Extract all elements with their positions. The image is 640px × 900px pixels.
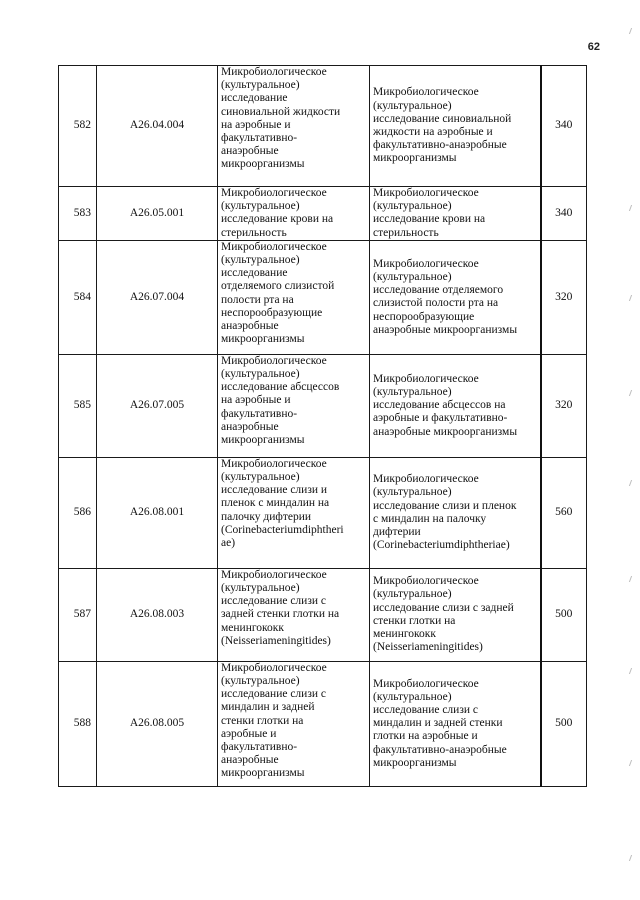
service-code: А26.08.005 xyxy=(97,661,218,786)
margin-mark xyxy=(629,205,635,211)
table-row xyxy=(59,187,587,241)
service-name-full-line: исследование отделяемого xyxy=(373,284,504,297)
service-name-line: исследование xyxy=(221,267,288,280)
service-name-line: факультативно- xyxy=(221,407,298,420)
service-name-line: Микробиологическое xyxy=(221,354,327,367)
service-name-full-line: (культуральное) xyxy=(373,270,452,283)
service-code: А26.05.001 xyxy=(97,187,218,241)
service-name-line: (культуральное) xyxy=(221,471,300,484)
service-name-line: отделяемого слизистой xyxy=(221,280,335,293)
service-name xyxy=(218,354,370,457)
service-name-full-line: исследование крови на xyxy=(373,213,486,226)
service-name-full-line: Микробиологическое xyxy=(373,372,479,385)
service-name-line: Микробиологическое xyxy=(221,66,327,78)
service-name-line: (культуральное) xyxy=(221,582,300,595)
service-name-full-line: менингококк xyxy=(373,628,436,641)
service-name xyxy=(218,240,370,354)
service-name-line: исследование слизи с xyxy=(221,595,326,608)
service-name-full-line: (культуральное) xyxy=(373,99,452,112)
service-price: 500 xyxy=(541,661,587,786)
service-name-full-line: (культуральное) xyxy=(373,386,452,398)
service-name-line: неспорообразующие xyxy=(221,306,323,319)
service-name-line: менингококк xyxy=(221,621,284,634)
service-name-line: на аэробные и xyxy=(221,118,291,131)
service-price: 340 xyxy=(541,187,587,241)
row-number: 582 xyxy=(59,66,97,187)
margin-mark xyxy=(629,28,635,34)
services-price-table xyxy=(58,65,587,787)
service-name-full-line: исследование слизи и пленок xyxy=(373,499,517,512)
service-code: А26.07.005 xyxy=(97,354,218,457)
margin-mark xyxy=(629,668,635,674)
service-name-full-line: исследование слизи с xyxy=(373,704,478,716)
service-name-line: анаэробные xyxy=(221,754,279,767)
service-name-line: (Corinebacteriumdiphtheri xyxy=(221,523,344,536)
service-name-full-line: Микробиологическое xyxy=(373,473,479,486)
table-body xyxy=(59,66,587,787)
service-name-line: (культуральное) xyxy=(221,254,300,267)
service-name-line: Микробиологическое xyxy=(221,187,327,199)
service-price: 560 xyxy=(541,457,587,568)
service-name-full-line: факультативно-анаэробные xyxy=(373,139,507,152)
service-name xyxy=(218,568,370,661)
service-name-line: исследование xyxy=(221,92,288,105)
service-name-line: микроорганизмы xyxy=(221,434,305,447)
service-code: А26.07.004 xyxy=(97,240,218,354)
service-name-full xyxy=(370,661,541,786)
service-name-line: (культуральное) xyxy=(221,200,300,213)
service-name-line: микроорганизмы xyxy=(221,767,305,780)
service-name-line: полости рта на xyxy=(221,293,294,306)
service-name-line: пленок с миндалин на xyxy=(221,497,330,510)
row-number: 587 xyxy=(59,568,97,661)
margin-mark xyxy=(629,855,635,861)
service-name-line: (культуральное) xyxy=(221,79,300,92)
service-name-line: палочку дифтерии xyxy=(221,510,312,523)
service-name-full-line: Микробиологическое xyxy=(373,257,479,270)
service-name xyxy=(218,66,370,187)
margin-mark xyxy=(629,480,635,486)
service-price: 320 xyxy=(541,354,587,457)
service-code: А26.04.004 xyxy=(97,66,218,187)
table-row xyxy=(59,661,587,786)
service-name-line: Микробиологическое xyxy=(221,568,327,581)
service-name-line: Микробиологическое xyxy=(221,240,327,253)
service-name-full-line: стерильность xyxy=(373,226,439,239)
table-row xyxy=(59,457,587,568)
page-number: 62 xyxy=(587,41,600,53)
service-name-full-line: неспорообразующие xyxy=(373,310,475,323)
service-name-full-line: исследование синовиальной xyxy=(373,112,512,125)
service-name-full-line: Микробиологическое xyxy=(373,187,479,199)
service-name-full-line: Микробиологическое xyxy=(373,575,479,588)
service-price: 320 xyxy=(541,240,587,354)
service-name-full-line: анаэробные микроорганизмы xyxy=(373,425,518,438)
service-name-full-line: микроорганизмы xyxy=(373,756,457,769)
service-name-line: синовиальной жидкости xyxy=(221,105,341,118)
service-name-line: Микробиологическое xyxy=(221,661,327,674)
service-price: 500 xyxy=(541,568,587,661)
service-name-full xyxy=(370,457,541,568)
service-name-line: аэробные и xyxy=(221,727,277,740)
service-name-full-line: исследование абсцессов на xyxy=(373,399,506,412)
row-number: 584 xyxy=(59,240,97,354)
service-name-line: факультативно- xyxy=(221,132,298,145)
service-name-full-line: аэробные и факультативно- xyxy=(373,412,508,425)
service-name-line: исследование слизи с xyxy=(221,688,326,701)
service-name-line: миндалин и задней xyxy=(221,701,315,714)
service-name-line: исследование абсцессов xyxy=(221,381,340,394)
margin-mark xyxy=(629,390,635,396)
service-name-line: (культуральное) xyxy=(221,675,300,688)
service-name-full-line: Микробиологическое xyxy=(373,677,479,690)
service-name-full-line: (Corinebacteriumdiphtheriae) xyxy=(373,539,510,552)
service-name-full-line: глотки на аэробные и xyxy=(373,730,478,743)
margin-mark xyxy=(629,576,635,582)
service-name-full-line: анаэробные микроорганизмы xyxy=(373,323,518,336)
service-code: А26.08.001 xyxy=(97,457,218,568)
service-name-full-line: жидкости на аэробные и xyxy=(373,126,493,138)
service-name-full xyxy=(370,187,541,241)
service-name xyxy=(218,457,370,568)
row-number: 583 xyxy=(59,187,97,241)
service-name-line: стерильность xyxy=(221,226,287,239)
service-name-line: ae) xyxy=(221,537,236,550)
service-name-full-line: (культуральное) xyxy=(373,690,452,703)
table-row xyxy=(59,240,587,354)
service-name-full xyxy=(370,66,541,187)
service-name-full-line: с миндалин на палочку xyxy=(373,512,487,525)
service-name-line: анаэробные xyxy=(221,420,279,433)
service-name-line: исследование крови на xyxy=(221,213,334,226)
service-name-full-line: стенки глотки на xyxy=(373,614,456,627)
service-name-line: микроорганизмы xyxy=(221,158,305,171)
service-code: А26.08.003 xyxy=(97,568,218,661)
service-name-line: Микробиологическое xyxy=(221,457,327,470)
service-name-line: микроорганизмы xyxy=(221,333,305,346)
table-row xyxy=(59,568,587,661)
row-number: 588 xyxy=(59,661,97,786)
service-name-line: стенки глотки на xyxy=(221,714,304,727)
service-name-full-line: (культуральное) xyxy=(373,200,452,213)
table-row xyxy=(59,354,587,457)
service-name xyxy=(218,187,370,241)
margin-mark xyxy=(629,760,635,766)
service-name-full-line: (Neisseriameningitides) xyxy=(373,641,483,654)
service-name-line: на аэробные и xyxy=(221,394,291,407)
service-name-full-line: (культуральное) xyxy=(373,486,452,499)
row-number: 586 xyxy=(59,457,97,568)
service-name-full-line: Микробиологическое xyxy=(373,86,479,99)
service-name-line: (культуральное) xyxy=(221,368,300,381)
service-name-line: исследование слизи и xyxy=(221,484,328,497)
service-name-line: анаэробные xyxy=(221,145,279,158)
service-name-full-line: миндалин и задней стенки xyxy=(373,717,503,730)
service-name-full-line: (культуральное) xyxy=(373,588,452,601)
service-name-full-line: исследование слизи с задней xyxy=(373,601,514,614)
service-name-line: задней стенки глотки на xyxy=(221,608,340,621)
service-name-full xyxy=(370,354,541,457)
margin-mark xyxy=(629,295,635,301)
service-name-line: факультативно- xyxy=(221,741,298,754)
service-name-full-line: слизистой полости рта на xyxy=(373,297,499,310)
service-name-line: анаэробные xyxy=(221,320,279,333)
service-name-full xyxy=(370,568,541,661)
service-name-full-line: факультативно-анаэробные xyxy=(373,743,507,756)
service-name-full xyxy=(370,240,541,354)
service-name-line: (Neisseriameningitides) xyxy=(221,634,331,647)
row-number: 585 xyxy=(59,354,97,457)
service-name-full-line: микроорганизмы xyxy=(373,152,457,165)
service-name-full-line: дифтерии xyxy=(373,526,421,539)
table-row xyxy=(59,66,587,187)
service-name xyxy=(218,661,370,786)
service-price: 340 xyxy=(541,66,587,187)
